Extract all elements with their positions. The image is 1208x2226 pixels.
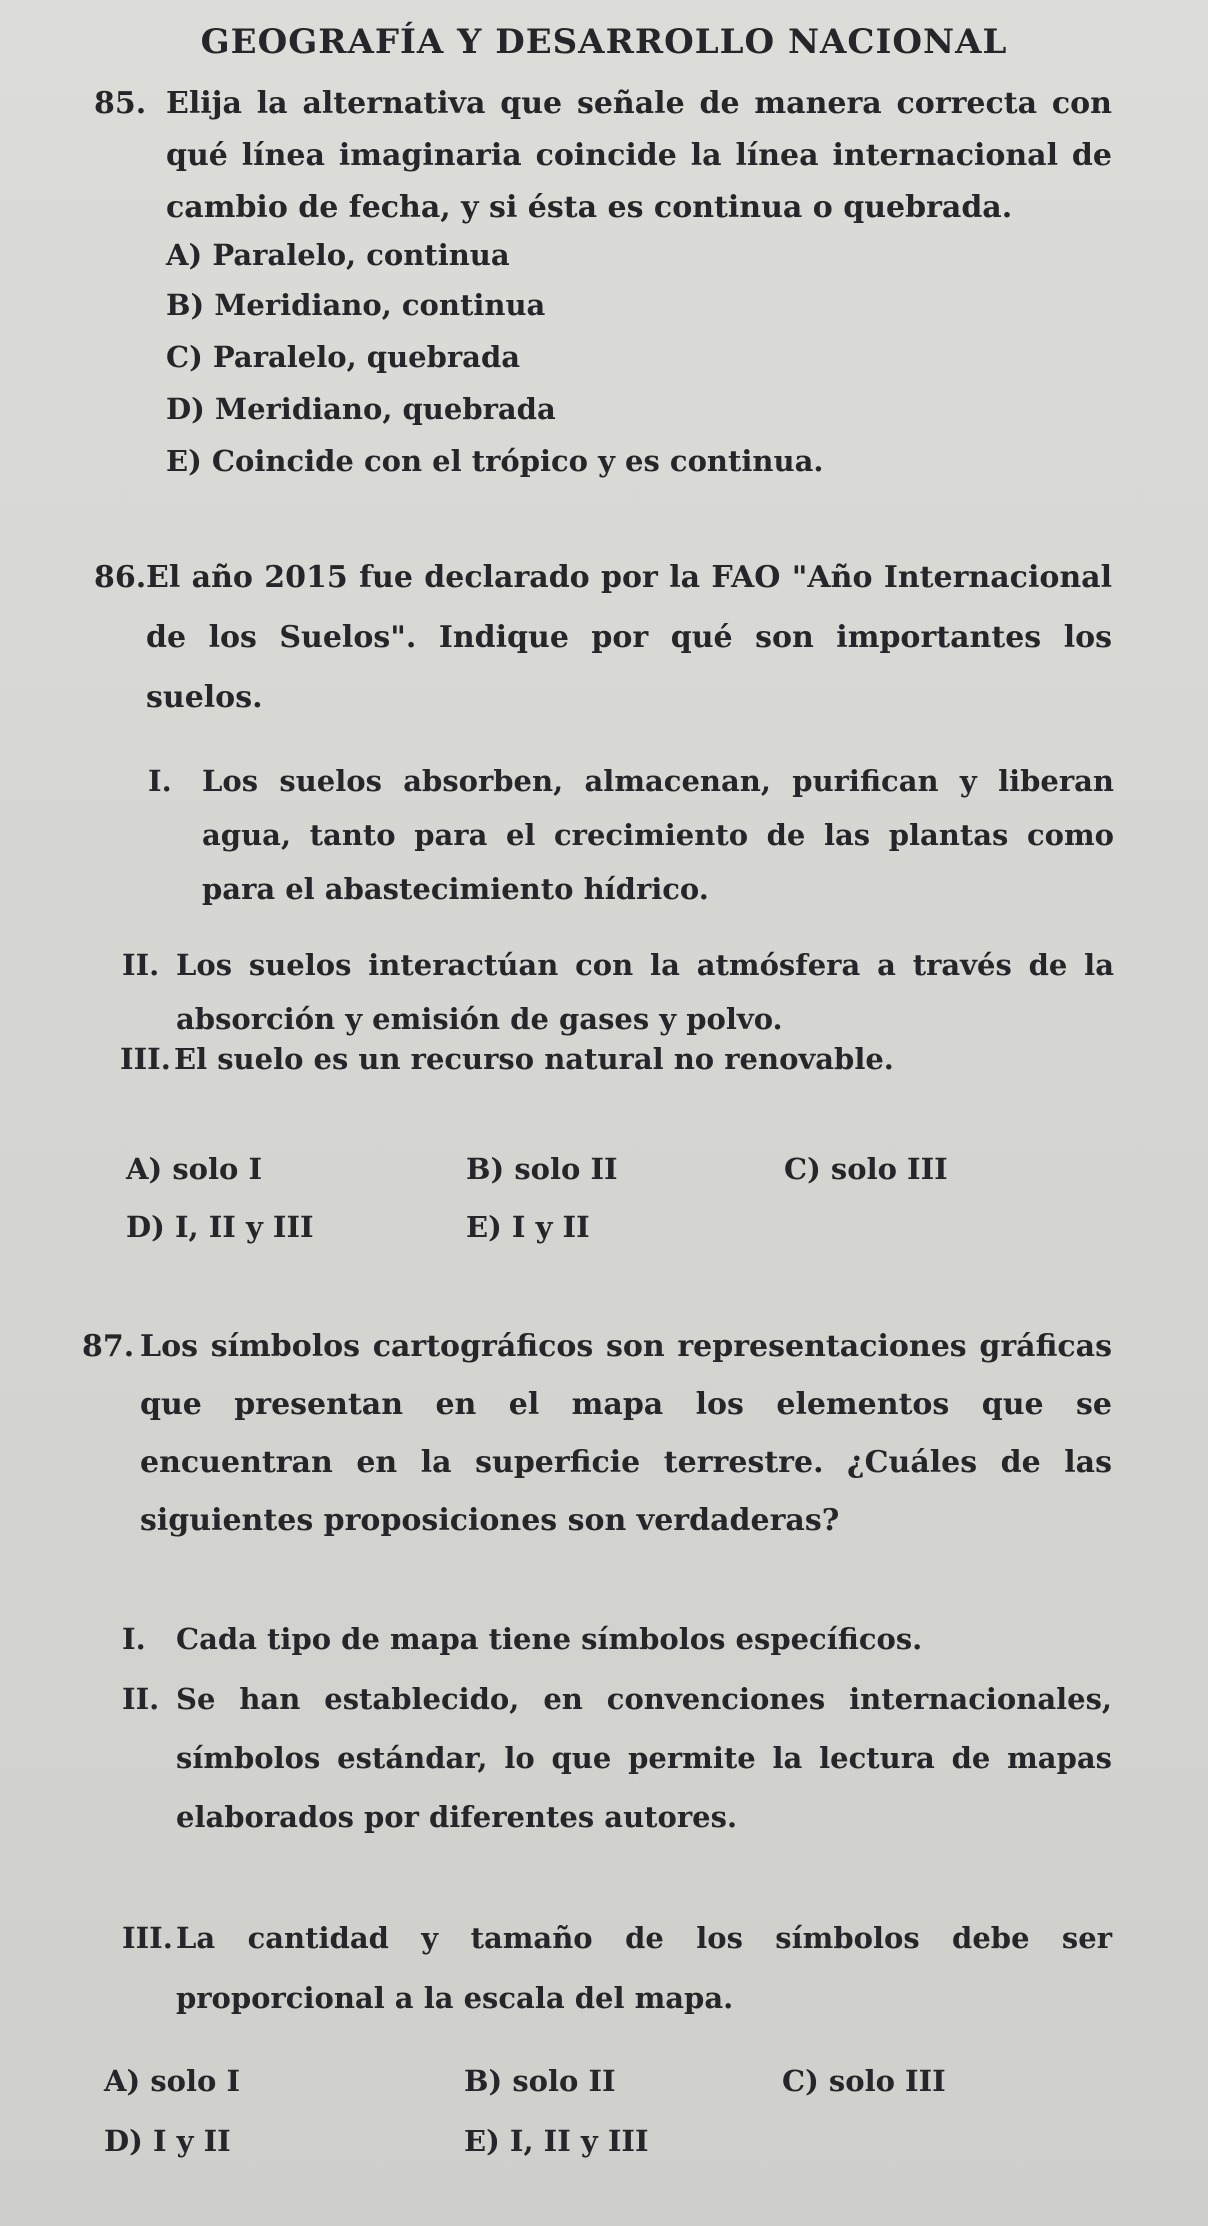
question-86-number: 86.	[94, 560, 147, 595]
q86-statement-2-number: II.	[122, 948, 160, 982]
q85-option-e[interactable]: E) Coincide con el trópico y es continua.	[166, 444, 824, 478]
q87-option-e[interactable]: E) I, II y III	[464, 2124, 649, 2158]
q86-statement-1-number: I.	[148, 764, 172, 798]
q86-statement-1	[148, 754, 1114, 916]
q87-statement-3-number: III.	[122, 1921, 173, 1955]
q87-statement-2-number: II.	[122, 1682, 160, 1716]
q87-statement-1	[122, 1612, 1112, 1666]
q86-statement-2	[122, 938, 1114, 1046]
question-87-number: 87.	[82, 1329, 135, 1364]
question-85-number: 85.	[94, 86, 147, 121]
q86-statement-2-text: Los suelos interactúan con la atmósfera a través de la absorción y emisión de gases y polvo.	[176, 948, 1114, 1036]
q86-statement-1-text: Los suelos absorben, almacenan, purifican y liberan agua, tanto para el crecimiento de las plantas como para el abastecimiento hídrico.	[202, 764, 1114, 906]
q86-statement-3	[120, 1032, 1114, 1086]
q87-statement-2	[122, 1670, 1112, 1847]
q87-statement-1-number: I.	[122, 1622, 146, 1656]
q86-option-d[interactable]: D) I, II y III	[126, 1210, 314, 1244]
q87-statement-2-text: Se han establecido, en convenciones internacionales, símbolos estándar, lo que permite la lectura de mapas elaborados por diferentes autores.	[176, 1682, 1112, 1834]
section-title: GEOGRAFÍA Y DESARROLLO NACIONAL	[200, 22, 1008, 62]
q87-option-c[interactable]: C) solo III	[782, 2064, 946, 2098]
q86-option-e[interactable]: E) I y II	[466, 1210, 590, 1244]
q86-statement-3-text: El suelo es un recurso natural no renovable.	[174, 1042, 894, 1076]
q87-option-d[interactable]: D) I y II	[104, 2124, 231, 2158]
q87-statement-1-text: Cada tipo de mapa tiene símbolos específicos.	[176, 1622, 923, 1656]
q87-statement-3	[122, 1908, 1112, 2028]
q86-option-c[interactable]: C) solo III	[784, 1152, 948, 1186]
q87-statement-3-text: La cantidad y tamaño de los símbolos debe ser proporcional a la escala del mapa.	[176, 1921, 1112, 2015]
q86-option-b[interactable]: B) solo II	[466, 1152, 618, 1186]
q86-option-a[interactable]: A) solo I	[126, 1152, 263, 1186]
q85-option-b[interactable]: B) Meridiano, continua	[166, 288, 546, 322]
q86-statement-3-number: III.	[120, 1042, 171, 1076]
q85-option-a[interactable]: A) Paralelo, continua	[166, 238, 510, 272]
question-87-text: Los símbolos cartográficos son representaciones gráficas que presentan en el mapa los elementos que se encuentran en la superficie terrestre. ¿Cuáles de las siguientes proposiciones son verdaderas?	[140, 1329, 1112, 1538]
q87-option-b[interactable]: B) solo II	[464, 2064, 616, 2098]
q85-option-c[interactable]: C) Paralelo, quebrada	[166, 340, 521, 374]
question-86-text: El año 2015 fue declarado por la FAO "Año Internacional de los Suelos". Indique por qué son importantes los suelos.	[146, 560, 1112, 715]
question-85-text: Elija la alternativa que señale de manera correcta con qué línea imaginaria coincide la línea internacional de cambio de fecha, y si ésta es continua o quebrada.	[166, 86, 1112, 225]
q87-option-a[interactable]: A) solo I	[104, 2064, 241, 2098]
q85-option-d[interactable]: D) Meridiano, quebrada	[166, 392, 556, 426]
